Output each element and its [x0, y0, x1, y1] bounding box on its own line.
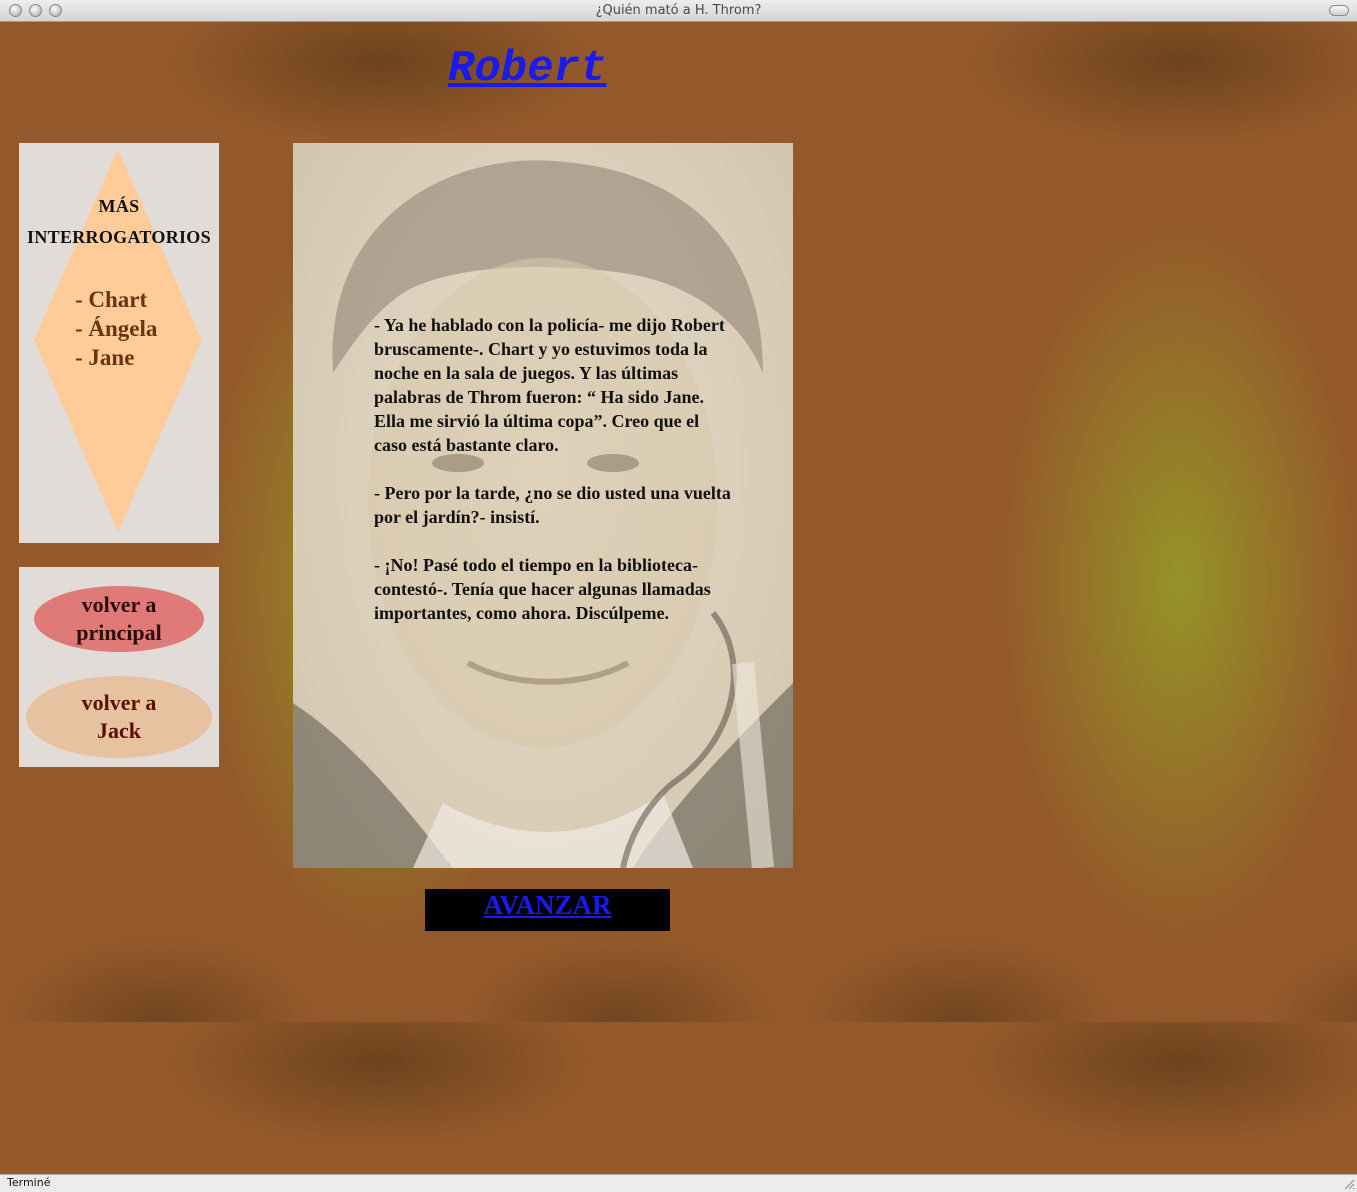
suspect-link-jane[interactable]: - Jane	[75, 345, 135, 370]
back-to-main-line-1: volver a	[81, 592, 157, 617]
back-to-main-line-2: principal	[76, 620, 162, 645]
back-to-main-button[interactable]	[34, 586, 204, 652]
back-to-jack-line-2: Jack	[97, 718, 141, 743]
background-tile	[800, 1022, 1357, 1174]
interrogations-panel	[19, 143, 219, 543]
dialog-paragraph: - ¡No! Pasé todo el tiempo en la biblioteca- contestó-. Tenía que hacer algunas llamadas importantes, como ahora. Discúlpeme.	[374, 555, 711, 623]
back-to-jack-button[interactable]	[26, 676, 212, 758]
toolbar-toggle-icon[interactable]	[1329, 5, 1349, 16]
background-tile	[800, 22, 1357, 1022]
suspect-list	[75, 285, 157, 372]
suspect-link-angela[interactable]: - Ángela	[75, 316, 158, 341]
background-tile	[0, 1022, 800, 1174]
dialog-paragraph: - Ya he hablado con la policía- me dijo Robert bruscamente-. Chart y yo estuvimos toda la noche en la sala de juegos. Y las últimas palabras de Throm fueron: “ Ha sido Jane. Ella me sirvió la última copa”. Creo que el caso está bastante claro.	[374, 315, 725, 455]
back-to-jack-line-1: volver a	[81, 690, 157, 715]
robert-portrait	[293, 143, 793, 868]
interrogations-heading	[19, 191, 219, 253]
advance-box	[425, 889, 670, 931]
page-title-link[interactable]: Robert	[448, 44, 607, 94]
heading-line-1: MÁS	[98, 196, 140, 216]
status-text: Terminé	[7, 1176, 51, 1189]
navigation-panel	[19, 567, 219, 767]
title-bar[interactable]	[0, 0, 1357, 22]
heading-line-2: INTERROGATORIOS	[27, 227, 211, 247]
dialog-paragraph: - Pero por la tarde, ¿no se dio usted una vuelta por el jardín?- insistí.	[374, 483, 731, 527]
status-bar	[0, 1174, 1357, 1192]
advance-link[interactable]: AVANZAR	[483, 890, 612, 920]
page-content	[0, 22, 1357, 1174]
suspect-link-chart[interactable]: - Chart	[75, 287, 148, 312]
window-title: ¿Quién mató a H. Throm?	[595, 3, 762, 18]
dialog-text	[374, 313, 734, 649]
resize-grip-icon[interactable]	[1343, 1178, 1355, 1190]
